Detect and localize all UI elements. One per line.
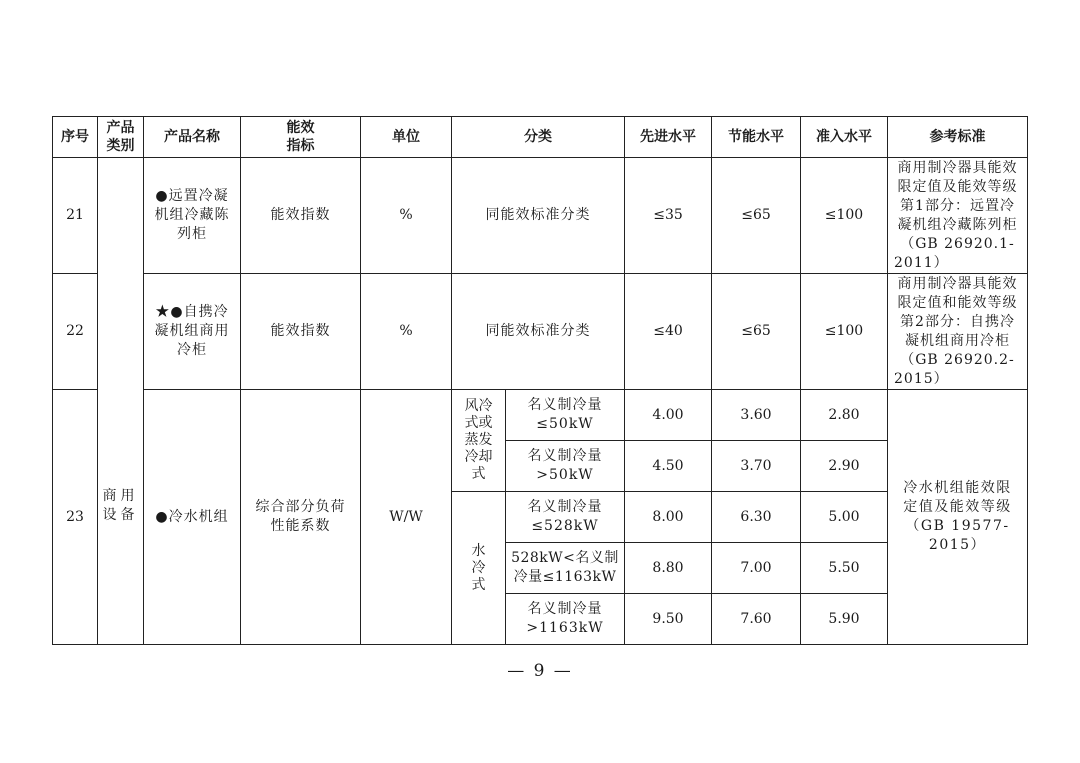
capacity-range: 名义制冷量 >1163kW — [506, 594, 625, 645]
advanced-value: 8.80 — [625, 543, 712, 594]
unit: W/W — [361, 390, 452, 645]
indicator: 能效指数 — [241, 158, 361, 274]
product-name: ★●自携冷 凝机组商用 冷柜 — [144, 274, 241, 390]
capacity-range: 528kW<名义制 冷量≤1163kW — [506, 543, 625, 594]
access-value: 5.50 — [801, 543, 888, 594]
advanced-value: 8.00 — [625, 492, 712, 543]
saving-value: 6.30 — [712, 492, 801, 543]
access-value: ≤100 — [801, 158, 888, 274]
access-value: 2.90 — [801, 441, 888, 492]
saving-value: ≤65 — [712, 158, 801, 274]
classification: 同能效标准分类 — [452, 274, 625, 390]
header-unit: 单位 — [361, 117, 452, 158]
access-value: ≤100 — [801, 274, 888, 390]
header-classification: 分类 — [452, 117, 625, 158]
row-no: 21 — [53, 158, 98, 274]
saving-value: 3.70 — [712, 441, 801, 492]
access-value: 5.00 — [801, 492, 888, 543]
saving-value: 7.00 — [712, 543, 801, 594]
group-label-air-cooled: 风冷 式或 蒸发 冷却 式 — [452, 390, 506, 492]
table-row — [53, 390, 1028, 441]
indicator: 能效指数 — [241, 274, 361, 390]
table-row — [53, 274, 1028, 390]
saving-value: 3.60 — [712, 390, 801, 441]
capacity-range: 名义制冷量 ≤528kW — [506, 492, 625, 543]
unit: % — [361, 158, 452, 274]
reference-standard: 冷水机组能效限 定值及能效等级 （GB 19577-2015） — [888, 390, 1028, 645]
saving-value: 7.60 — [712, 594, 801, 645]
capacity-range: 名义制冷量 >50kW — [506, 441, 625, 492]
header-no: 序号 — [53, 117, 98, 158]
unit: % — [361, 274, 452, 390]
classification: 同能效标准分类 — [452, 158, 625, 274]
reference-standard: 商用制冷器具能效限定值及能效等级 第1部分：远置冷凝机组冷藏陈列柜（GB 26920.1-2011） — [888, 158, 1028, 274]
header-name: 产品名称 — [144, 117, 241, 158]
access-value: 5.90 — [801, 594, 888, 645]
advanced-value: ≤35 — [625, 158, 712, 274]
category-cell: 商用 设备 — [98, 158, 144, 645]
capacity-range: 名义制冷量 ≤50kW — [506, 390, 625, 441]
advanced-value: 4.50 — [625, 441, 712, 492]
header-access: 准入水平 — [801, 117, 888, 158]
page-number: — 9 — — [507, 661, 573, 681]
indicator: 综合部分负荷 性能系数 — [241, 390, 361, 645]
header-saving: 节能水平 — [712, 117, 801, 158]
group-label-water-cooled: 水 冷 式 — [452, 492, 506, 645]
header-indicator: 能效 指标 — [241, 117, 361, 158]
header-row — [53, 117, 1028, 158]
saving-value: ≤65 — [712, 274, 801, 390]
row-no: 23 — [53, 390, 98, 645]
product-name: ●冷水机组 — [144, 390, 241, 645]
advanced-value: 4.00 — [625, 390, 712, 441]
product-name: ●远置冷凝 机组冷藏陈 列柜 — [144, 158, 241, 274]
header-standard: 参考标准 — [888, 117, 1028, 158]
header-advanced: 先进水平 — [625, 117, 712, 158]
table-row — [53, 158, 1028, 274]
header-category: 产品 类别 — [98, 117, 144, 158]
reference-standard: 商用制冷器具能效限定值和能效等级 第2部分：自携冷凝机组商用冷柜（GB 26920.2-2015） — [888, 274, 1028, 390]
access-value: 2.80 — [801, 390, 888, 441]
energy-efficiency-table — [52, 116, 1028, 645]
advanced-value: ≤40 — [625, 274, 712, 390]
row-no: 22 — [53, 274, 98, 390]
advanced-value: 9.50 — [625, 594, 712, 645]
